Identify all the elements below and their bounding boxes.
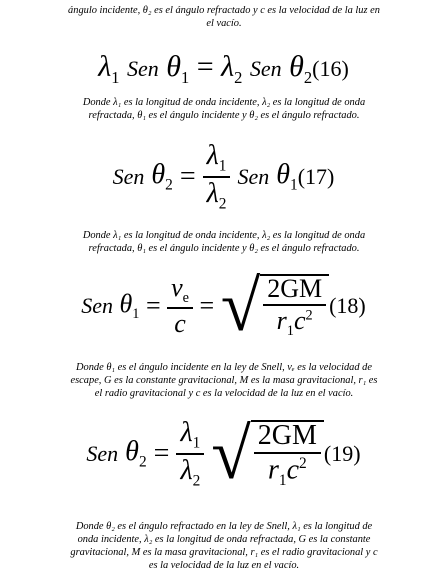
intro-line-1: ángulo incidente, θ₂ es el ángulo refractado y c es la velocidad de la luz en <box>68 5 380 16</box>
equation-16: $\lambda_1$ Sen $\theta_1 = \lambda_2$ Sen $\theta_2(16)$ <box>98 50 349 87</box>
equation-17-tag: (17) <box>297 164 335 189</box>
intro-paragraph <box>14 4 434 30</box>
equation-18-tag: (18) <box>329 293 366 318</box>
description-19-line-3: gravitacional, M es la masa gravitacional, r₁ es el radio gravitacional y c <box>70 547 378 558</box>
description-19-line-1: Donde θ₂ es el ángulo refractado en la ley de Snell, λ₁ es la longitud de <box>75 521 373 532</box>
description-16-line-1: Donde λ₁ es la longitud de onda incidente, λ₂ es la longitud de onda <box>82 97 366 108</box>
description-17 <box>14 229 434 255</box>
description-19 <box>14 520 434 572</box>
intro-line-2: el vacío. <box>206 18 242 29</box>
fraction-lambda1-over-lambda2-19: $\frac{\lambda_1}{\lambda_2}$ <box>176 419 204 489</box>
equation-19-tag: (19) <box>323 441 361 466</box>
description-18-line-3: el radio gravitacional y c es la velocidad de la luz en el vacío. <box>94 388 354 399</box>
equation-18: Sen $\theta_1$ = $\frac{v_e}{c}$ = √ $\frac{2GM}{r_1c^2}$ (18) <box>81 266 366 346</box>
square-root-19: √ $\frac{2GM}{r_1c^2}$ <box>211 418 324 490</box>
description-18-line-2: escape, G es la constante gravitacional, M es la masa gravitacional, r₁ es <box>70 375 378 386</box>
fraction-lambda1-over-lambda2: $\frac{\lambda_1}{\lambda_2}$ <box>203 142 231 212</box>
equation-17: Sen $\theta_2$ = $\frac{\lambda_1}{\lambda_2}$ Sen $\theta_1(17)$ <box>112 140 335 213</box>
equation-19: Sen $\theta_2$ = $\frac{\lambda_1}{\lambda_2}$ √ $\frac{2GM}{r_1c^2}$ (19) <box>86 414 361 494</box>
description-18-line-1: Donde θ₁ es el ángulo incidente en la ley de Snell, vₑ es la velocidad de <box>76 362 372 373</box>
description-16 <box>14 96 434 122</box>
fraction-ve-over-c: $\frac{v_e}{c}$ <box>167 275 193 337</box>
description-18 <box>14 361 434 400</box>
description-16-line-2: refractada, θ₁ es el ángulo incidente y θ₂ es el ángulo refractado. <box>88 110 360 121</box>
description-17-line-1: Donde λ₁ es la longitud de onda incidente, λ₂ es la longitud de onda <box>82 230 366 241</box>
description-17-line-2: refractada, θ₁ es el ángulo incidente y θ₂ es el ángulo refractado. <box>88 243 360 254</box>
description-19-line-4: es la velocidad de la luz en el vacío. <box>148 560 300 571</box>
square-root-18: √ $\frac{2GM}{r_1c^2}$ <box>221 270 329 342</box>
description-19-line-2: onda incidente, λ₂ es la longitud de onda refractada, G es la constante <box>77 534 371 545</box>
equation-16-tag: (16) <box>312 56 349 81</box>
